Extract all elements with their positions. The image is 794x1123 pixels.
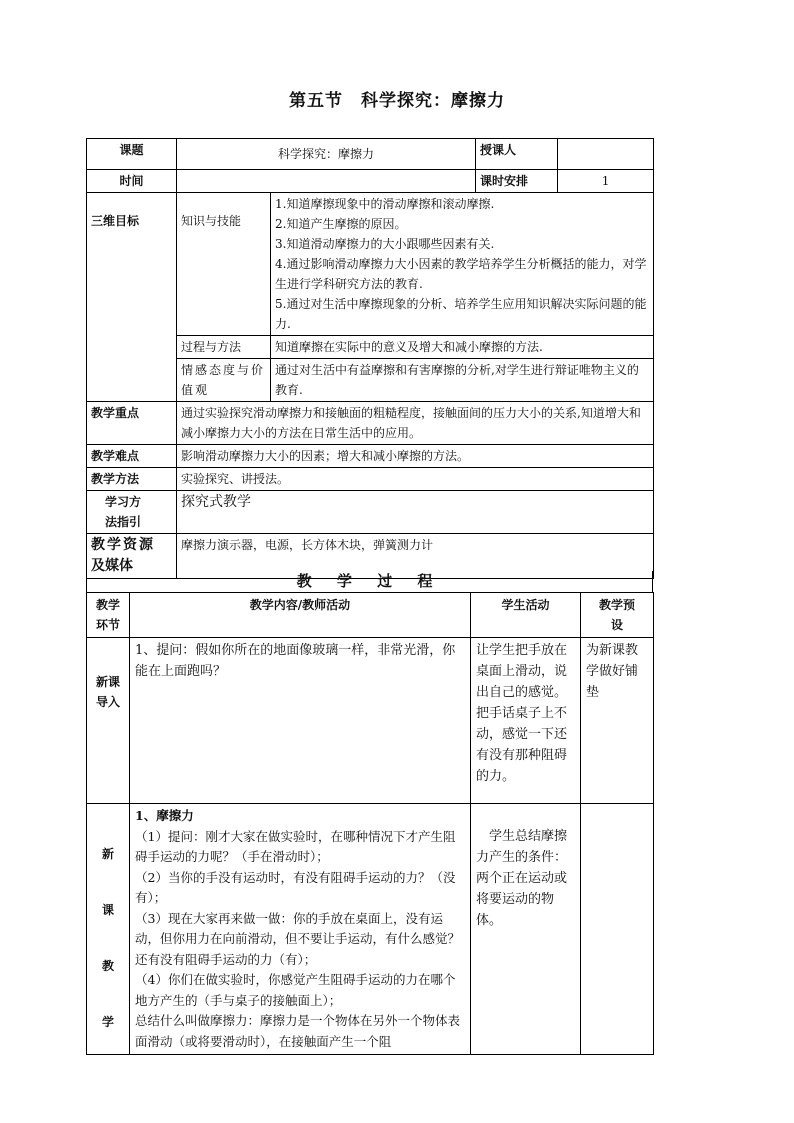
time-label: 时间 <box>87 170 177 193</box>
stage-char: 新课 <box>95 674 120 689</box>
stage-char: 导入 <box>95 694 120 709</box>
header-content: 教学内容/教师活动 <box>130 593 471 638</box>
hours-value: 1 <box>558 170 654 193</box>
study-guide-label-line: 法指引 <box>105 515 142 529</box>
page-title: 第五节 科学探究：摩擦力 <box>289 91 505 111</box>
stage-intro <box>87 638 130 804</box>
hours-label: 课时安排 <box>476 170 558 193</box>
lesson-content-line: （2）当你的手没有运动时，有没有阻碍手运动的力？（没有）； <box>135 869 456 905</box>
process-method-label: 过程与方法 <box>177 336 271 359</box>
stage-new-lesson <box>87 804 130 1055</box>
teacher-value <box>558 139 654 170</box>
stage-char: 课 <box>101 903 114 917</box>
lesson-content-line: 总结什么叫做摩擦力：摩擦力是一个物体在另外一个物体表面滑动（或将要滑动时），在接触面产生一个阻 <box>135 1013 461 1049</box>
lesson-content-heading: 1、摩擦力 <box>135 808 194 823</box>
emotion-label: 情感态度与价值观 <box>177 359 271 402</box>
teaching-process-table <box>86 592 654 1055</box>
header-stage-line: 教学 <box>95 598 120 612</box>
header-stage <box>87 593 130 638</box>
stage-char: 新 <box>101 847 114 861</box>
knowledge-item: 5.通过对生活中摩擦现象的分析、培养学生应用知识解决实际问题的能力. <box>275 297 647 331</box>
intro-content <box>130 638 471 804</box>
lesson-content <box>130 804 471 1055</box>
difficulties-label: 教学难点 <box>87 445 177 468</box>
knowledge-label: 知识与技能 <box>177 193 271 336</box>
knowledge-item: 1.知道摩擦现象中的滑动摩擦和滚动摩擦. <box>275 197 495 211</box>
process-title: 教 学 过 程 <box>86 571 653 592</box>
intro-student-line: 把手话桌子上不动，感觉一下还有没有那种阻碍的力。 <box>476 706 568 784</box>
lesson-content-line: （4）你们在做实验时，你感觉产生阻碍手运动的力在哪个地方产生的（手与桌子的接触面上）； <box>135 972 456 1008</box>
topic-label: 课题 <box>87 139 177 170</box>
header-stage-line: 环节 <box>95 618 120 632</box>
key-points-value: 通过实验探究滑动摩擦力和接触面的粗糙程度，接触面间的压力大小的关系,知道增大和减小摩擦力大小的方法在日常生活中的应用。 <box>177 402 654 445</box>
teacher-label: 授课人 <box>476 139 558 170</box>
resources-label-line: 及媒体 <box>91 558 133 574</box>
resources-label-line: 教学资源 <box>91 537 155 553</box>
intro-student-line: 让学生把手放在桌面上滑动，说出自己的感觉。 <box>476 643 568 700</box>
intro-student <box>471 638 581 804</box>
lesson-info-table <box>86 138 654 579</box>
difficulties-value: 影响滑动摩擦力大小的因素；增大和减小摩擦的方法。 <box>177 445 654 468</box>
header-preset-line: 教学预 <box>598 598 635 612</box>
intro-content-line: 1、提问：假如你所在的地面像玻璃一样，非常光滑，你能在上面跑吗？ <box>135 643 456 679</box>
study-guide-value: 探究式教学 <box>177 491 654 534</box>
process-method-value: 知道摩擦在实际中的意义及增大和减小摩擦的方法. <box>271 336 654 359</box>
goals-label: 三维目标 <box>87 193 177 402</box>
study-guide-label-line: 学习方 <box>105 495 142 509</box>
lesson-student <box>471 804 581 1055</box>
methods-value: 实验探究、讲授法。 <box>177 468 654 491</box>
stage-char: 学 <box>101 1015 114 1029</box>
key-points-label: 教学重点 <box>87 402 177 445</box>
stage-char: 教 <box>101 959 114 973</box>
topic-value: 科学探究：摩擦力 <box>177 139 476 170</box>
knowledge-item: 2.知道产生摩擦的原因。 <box>275 217 407 231</box>
emotion-value: 通过对生活中有益摩擦和有害摩擦的分析,对学生进行辩证唯物主义的教育. <box>271 359 654 402</box>
methods-label: 教学方法 <box>87 468 177 491</box>
knowledge-items <box>271 193 654 336</box>
header-preset-line: 设 <box>610 618 623 632</box>
lesson-preset <box>581 804 654 1055</box>
resources-value: 摩擦力演示器，电源，长方体木块，弹簧测力计 <box>177 534 654 579</box>
intro-preset: 为新课教学做好铺垫 <box>581 638 654 804</box>
header-preset <box>581 593 654 638</box>
lesson-content-line: （3）现在大家再来做一做：你的手放在桌面上，没有运动，但你用力在向前滑动，但不要让手运动，有什么感觉？还有没有阻碍手运动的力（有）； <box>135 910 461 967</box>
lesson-content-line: （1）提问：刚才大家在做实验时，在哪种情况下才产生阻碍手运动的力呢？（手在滑动时）； <box>135 828 456 864</box>
knowledge-item: 3.知道滑动摩擦力的大小跟哪些因素有关. <box>275 237 495 251</box>
knowledge-item: 4.通过影响滑动摩擦力大小因素的教学培养学生分析概括的能力，对学生进行学科研究方法的教育. <box>275 257 647 291</box>
study-guide-label <box>87 491 177 534</box>
header-student: 学生活动 <box>471 593 581 638</box>
lesson-student-line: 学生总结摩擦力产生的条件：两个正在运动或将要运动的物体。 <box>476 829 568 928</box>
time-value <box>177 170 476 193</box>
